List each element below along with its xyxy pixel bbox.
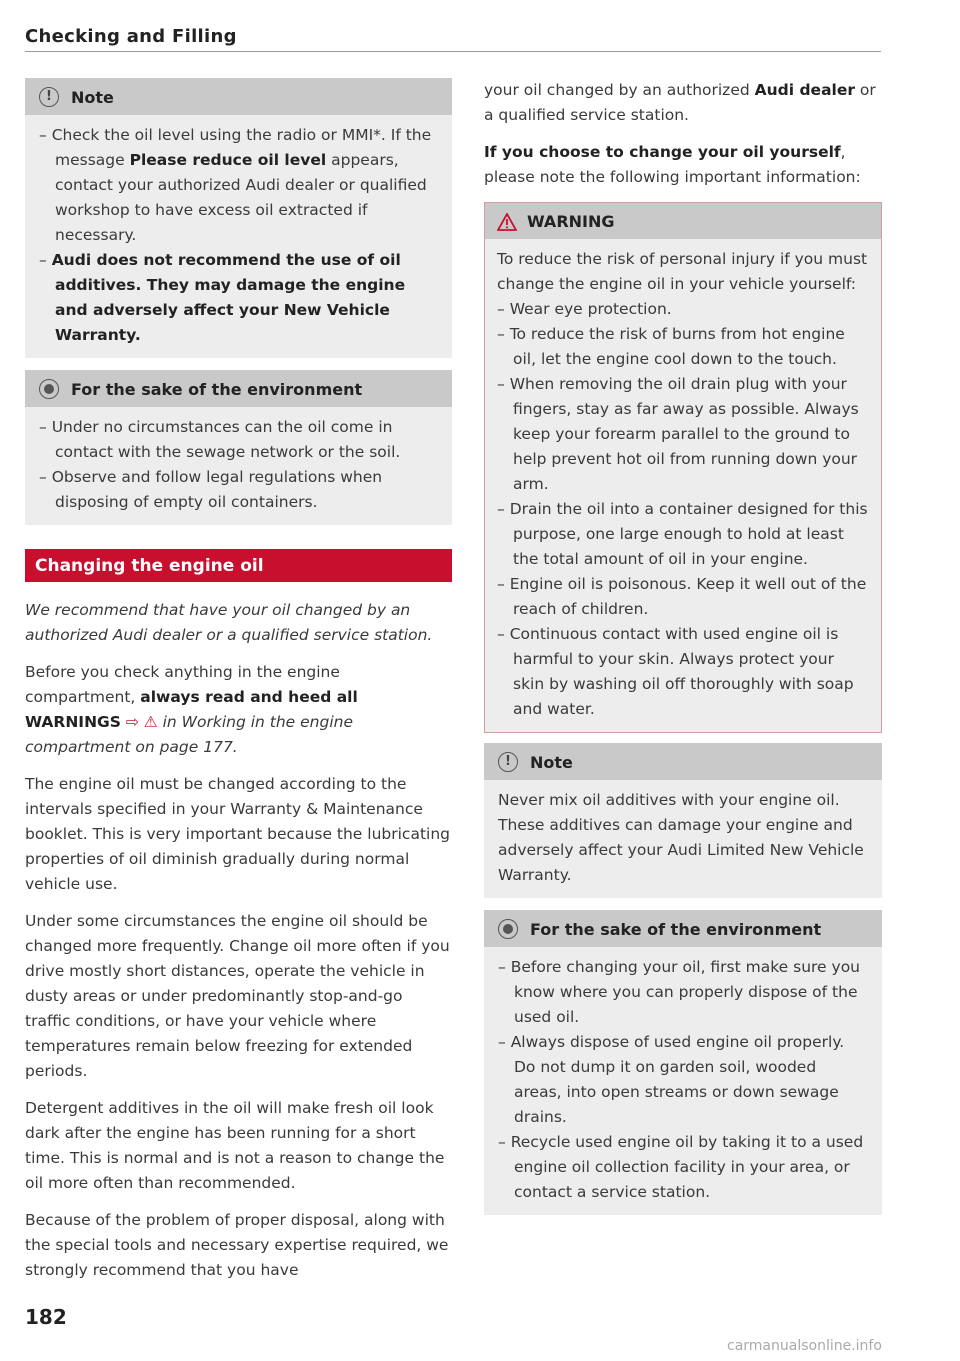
header-divider [25,51,881,52]
warning-item: – When removing the oil drain plug with your fingers, stay as far away as possible. Always keep your forearm parallel to the ground to help prevent hot oil from running down your arm. [497,372,869,497]
note-title: Note [530,752,573,772]
note-box [25,78,452,358]
section-intro: We recommend that have your oil changed by an authorized Audi dealer or a qualified service station. [25,601,433,644]
warning-box-header [485,203,881,239]
paragraph: your oil changed by an authorized Audi dealer or a qualified service station. [484,81,876,124]
warning-item: – Drain the oil into a container designed for this purpose, one large enough to hold at least the total amount of oil in your engine. [497,497,869,572]
note-item: – Audi does not recommend the use of oil additives. They may damage the engine and adversely affect your New Vehicle Warranty. [39,248,438,348]
warning-intro: To reduce the risk of personal injury if you must change the engine oil in your vehicle yourself: [497,250,868,293]
environment-item: – Under no circumstances can the oil come in contact with the sewage network or the soil. [39,415,438,465]
cross-reference-link[interactable]: in Working in the engine compartment on page 177. [25,713,354,756]
environment-icon [39,379,59,399]
environment-box [484,910,882,1215]
paragraph: The engine oil must be changed according to the intervals specified in your Warranty & Maintenance booklet. This is very important because the lubricating properties of oil diminish gradually during normal vehicle use. [25,775,450,893]
environment-item: – Always dispose of used engine oil properly. Do not dump it on garden soil, wooded areas, into open streams or down sewage drains. [498,1030,868,1130]
right-column [484,78,882,1223]
page-number: 182 [25,1305,67,1329]
cross-reference-arrow-icon: ⇨ ⚠ [125,713,158,731]
note-box-header [25,78,452,115]
warning-item: – Wear eye protection. [497,297,869,322]
warning-item: – To reduce the risk of burns from hot engine oil, let the engine cool down to the touch. [497,322,869,372]
paragraph: Under some circumstances the engine oil should be changed more frequently. Change oil more often if you drive mostly short distances, operate the vehicle in dusty areas or under predominantly stop-and-go traffic conditions, or have your vehicle where temperatures remain below freezing for extended periods. [25,912,450,1080]
environment-item: – Before changing your oil, first make sure you know where you can properly dispose of the used oil. [498,955,868,1030]
note-title: Note [71,87,114,107]
warning-box-body [485,239,881,732]
note-box [484,743,882,898]
page-header-title: Checking and Filling [25,26,237,47]
left-column [25,78,452,1295]
paragraph: Because of the problem of proper disposal, along with the special tools and necessary expertise required, we strongly recommend that you have [25,1211,449,1279]
warning-title: WARNING [527,212,615,231]
watermark: carmanualsonline.info [727,1338,882,1354]
environment-box [25,370,452,525]
warning-item: – Continuous contact with used engine oil is harmful to your skin. Always protect your skin by washing oil off thoroughly with soap and water. [497,622,869,722]
environment-box-header [484,910,882,947]
paragraph: Before you check anything in the engine compartment, always read and heed all WARNINGS ⇨ ⚠ in Working in the engine compartment on page 177. [25,663,358,756]
environment-box-body [484,947,882,1215]
note-box-body [25,115,452,358]
warning-triangle-icon [497,213,517,231]
environment-box-header [25,370,452,407]
section-title: Changing the engine oil [25,549,452,582]
environment-title: For the sake of the environment [530,919,822,939]
environment-item: – Recycle used engine oil by taking it to a used engine oil collection facility in your area, or contact a service station. [498,1130,868,1205]
warning-item: – Engine oil is poisonous. Keep it well out of the reach of children. [497,572,869,622]
environment-box-body [25,407,452,525]
warning-box [484,202,882,733]
environment-icon [498,919,518,939]
paragraph: Detergent additives in the oil will make fresh oil look dark after the engine has been running for a short time. This is normal and is not a reason to change the oil more often than recommended. [25,1099,445,1192]
note-box-body [484,780,882,898]
info-icon: ! [498,752,518,772]
paragraph: If you choose to change your oil yourself, please note the following important information: [484,143,861,186]
info-icon: ! [39,87,59,107]
note-item: – Check the oil level using the radio or MMI*. If the message Please reduce oil level appears, contact your authorized Audi dealer or qualified workshop to have excess oil extracted if necessary. [39,123,438,248]
environment-title: For the sake of the environment [71,379,363,399]
note-text: Never mix oil additives with your engine oil. These additives can damage your engine and adversely affect your Audi Limited New Vehicle Warranty. [498,791,864,884]
note-box-header [484,743,882,780]
environment-item: – Observe and follow legal regulations when disposing of empty oil containers. [39,465,438,515]
